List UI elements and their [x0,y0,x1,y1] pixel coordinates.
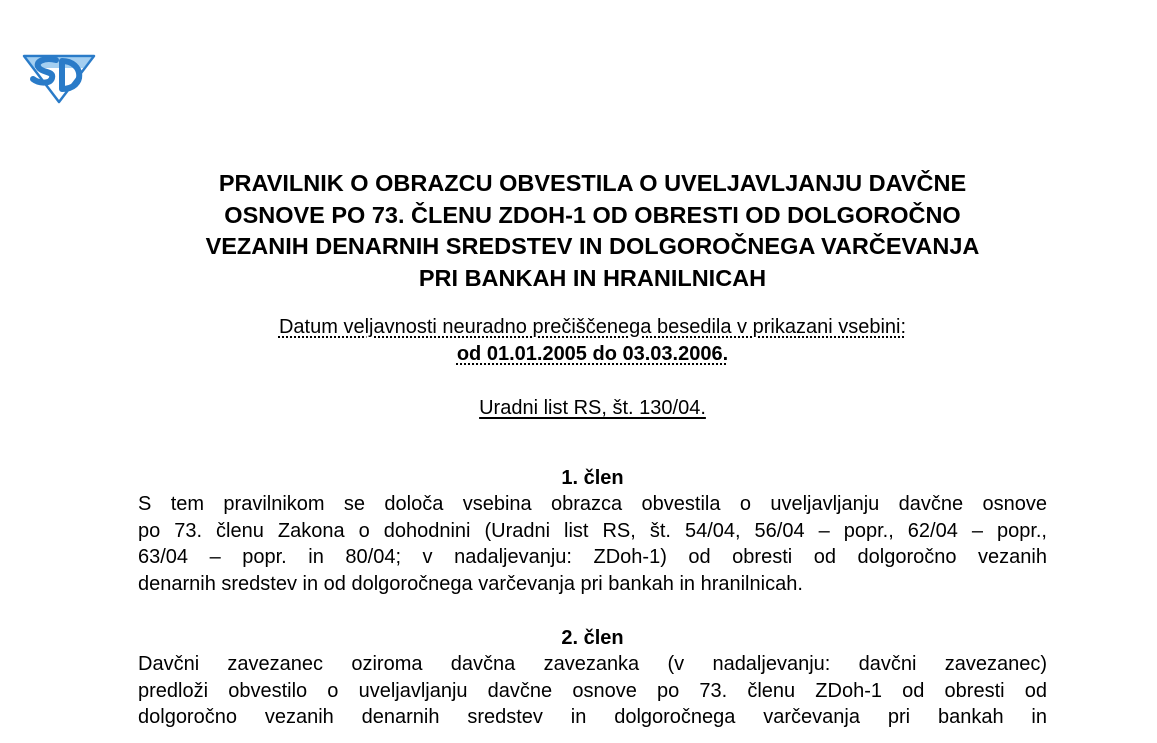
article-line: denarnih sredstev in od dolgoročnega varčevanja pri bankah in hranilnicah. [138,572,803,595]
title-line: PRAVILNIK O OBRAZCU OBVESTILA O UVELJAVLJANJU DAVČNE [218,170,967,196]
article-line: po 73. členu Zakona o dohodnini (Uradni list RS, št. 54/04, 56/04 – popr., 62/04 – popr., [138,519,1047,542]
title-line: OSNOVE PO 73. ČLENU ZDOH-1 OD OBRESTI OD DOLGOROČNO [224,201,961,228]
article-line: dolgoročno vezanih denarnih sredstev in dolgoročnega varčevanja pri bankah in [138,706,1047,728]
validity-dates: od 01.01.2005 do 03.03.2006. [456,343,729,365]
article-body [138,491,1047,597]
document-title [138,168,1047,294]
article-line: Davčni zavezanec oziroma davčna zavezanka (v nadaljevanju: davčni zavezanec) [138,653,1047,675]
gazette-link: Uradni list RS, št. 130/04. [479,397,706,419]
title-line: VEZANIH DENARNIH SREDSTEV IN DOLGOROČNEGA VARČEVANJA [205,233,980,259]
article-line: 63/04 – popr. in 80/04; v nadaljevanju: ZDoh-1) od obresti od dolgoročno vezanih [138,546,1047,568]
article-line: predloži obvestilo o uveljavljanju davčne osnove po 73. členu ZDoh-1 od obresti od [138,679,1047,702]
validity-block [138,314,1047,368]
article-body [138,651,1047,731]
sd-logo-icon [22,48,96,104]
article-heading: 2. člen [561,627,624,649]
validity-label: Datum veljavnosti neuradno prečiščenega besedila v prikazani vsebini: [278,316,907,338]
article-heading: 1. člen [561,467,624,489]
article-line: S tem pravilnikom se določa vsebina obrazca obvestila o uveljavljanju davčne osnove [138,493,1047,515]
gazette-reference [138,395,1047,422]
title-line: PRI BANKAH IN HRANILNICAH [418,264,767,291]
document-page [138,168,1047,731]
